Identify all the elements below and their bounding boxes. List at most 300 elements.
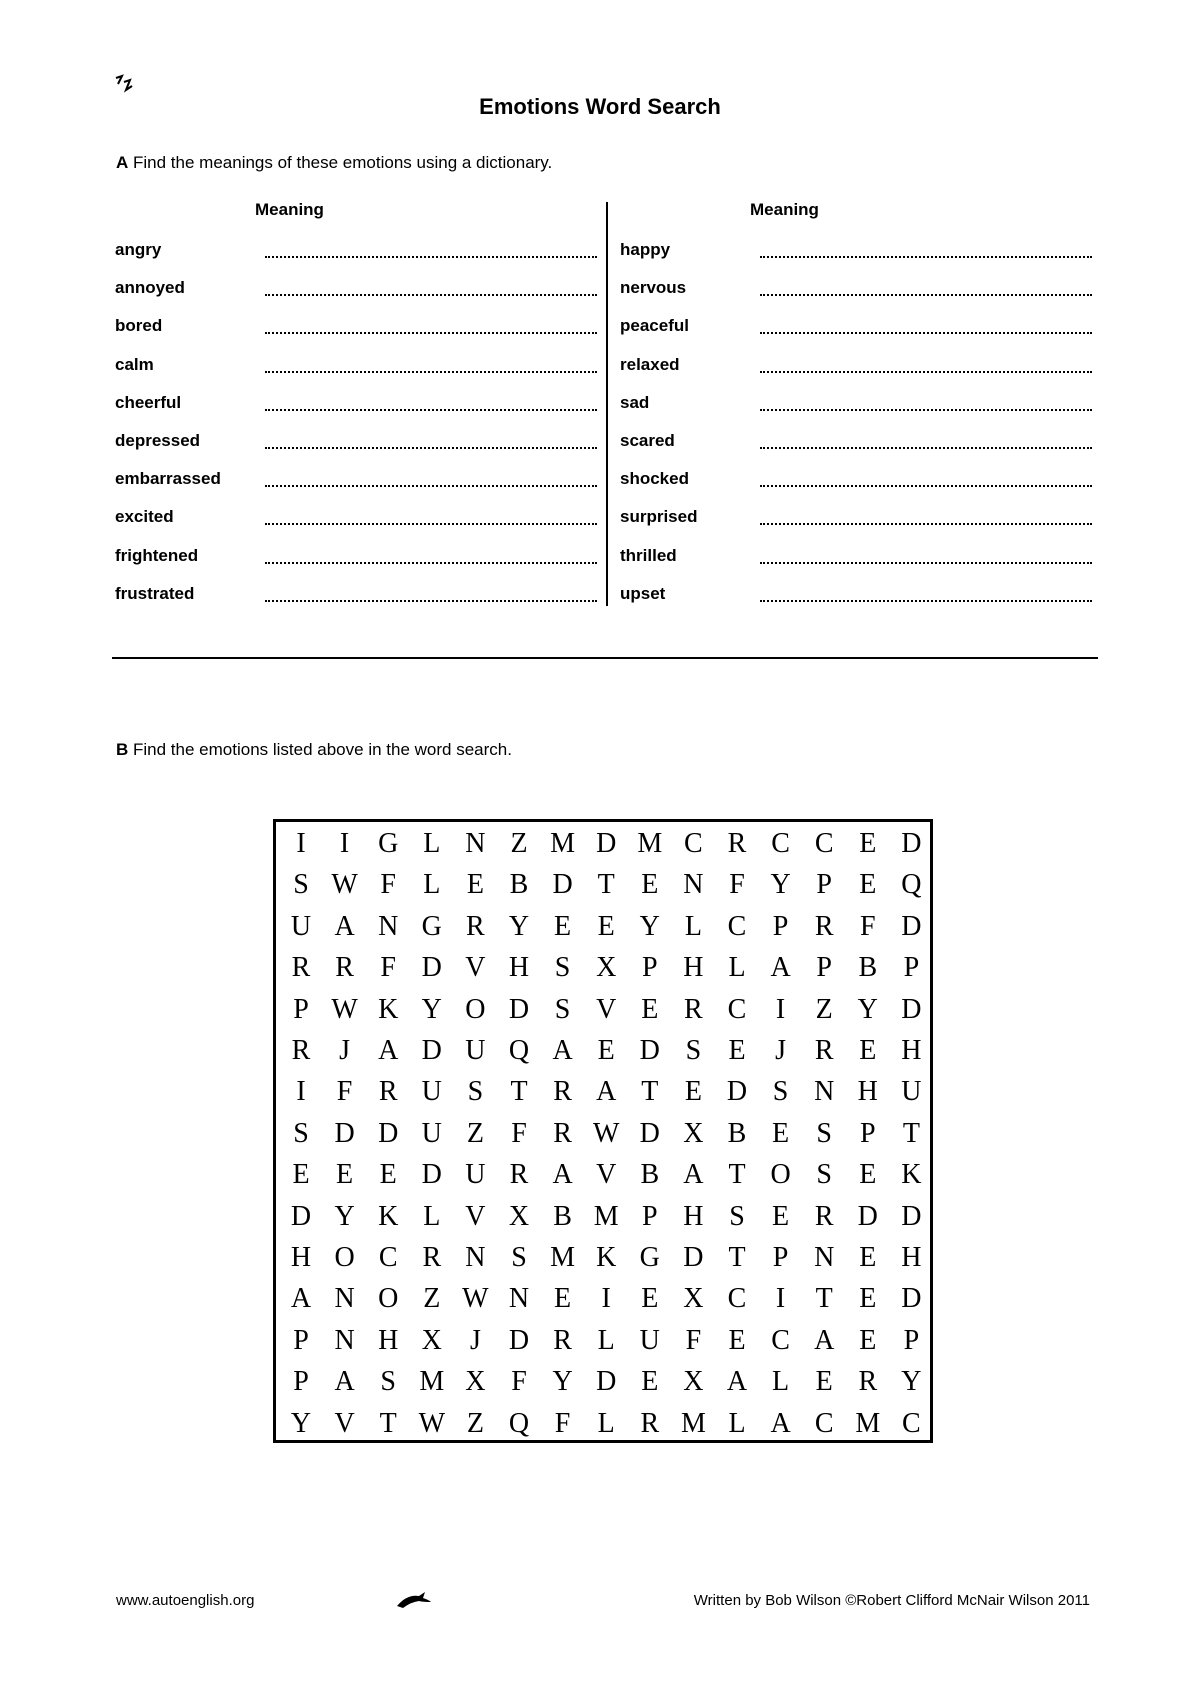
grid-letter[interactable]: E	[772, 1200, 790, 1232]
left-word-row	[115, 546, 605, 570]
grid-letter[interactable]: Y	[901, 1366, 922, 1398]
grid-letter[interactable]: A	[814, 1324, 835, 1356]
grid-letter[interactable]: P	[772, 910, 789, 942]
word-search-grid	[273, 819, 933, 1443]
grid-letter[interactable]: Z	[815, 993, 833, 1025]
grid-letter[interactable]: S	[554, 993, 571, 1025]
grid-letter[interactable]: G	[378, 828, 399, 859]
grid-letter[interactable]: D	[901, 1283, 922, 1315]
grid-letter[interactable]: Q	[901, 869, 922, 901]
grid-letter[interactable]: I	[601, 1283, 611, 1315]
grid-letter[interactable]: S	[293, 869, 309, 901]
grid-letter[interactable]: D	[639, 1117, 660, 1149]
grid-letter[interactable]: H	[857, 1076, 878, 1108]
grid-letter[interactable]: P	[293, 1366, 309, 1398]
grid-letter[interactable]: S	[816, 1117, 832, 1149]
grid-letter[interactable]: H	[901, 1242, 922, 1273]
meaning-answer-line[interactable]	[265, 409, 597, 411]
grid-letter[interactable]: I	[296, 1076, 306, 1108]
grid-letter[interactable]: F	[511, 1366, 527, 1398]
grid-letter[interactable]: P	[860, 1117, 876, 1149]
grid-letter[interactable]: R	[291, 1035, 311, 1066]
grid-letter[interactable]: C	[684, 828, 703, 859]
grid-letter[interactable]: L	[423, 828, 441, 859]
emotion-word: sad	[620, 392, 650, 412]
meaning-answer-line[interactable]	[265, 600, 597, 602]
grid-letter[interactable]: J	[775, 1035, 787, 1066]
grid-letter[interactable]: F	[729, 869, 745, 901]
grid-letter[interactable]: I	[775, 993, 786, 1025]
grid-letter[interactable]: D	[726, 1076, 748, 1108]
dolphin-logo-icon	[393, 1586, 433, 1612]
grid-letter-row	[276, 1361, 930, 1402]
grid-letter[interactable]: R	[727, 828, 747, 859]
grid-letter[interactable]: V	[465, 952, 486, 984]
grid-letter[interactable]: T	[815, 1283, 833, 1315]
section-a-letter: A	[116, 153, 129, 172]
grid-letter[interactable]: R	[814, 1200, 834, 1232]
grid-letter-row	[276, 1320, 930, 1361]
grid-letter[interactable]: F	[554, 1407, 571, 1439]
grid-letter[interactable]: Y	[421, 993, 442, 1025]
grid-letter[interactable]: R	[466, 910, 485, 942]
grid-letter-row	[276, 823, 930, 864]
grid-letter[interactable]: D	[596, 828, 617, 859]
meaning-answer-line[interactable]	[265, 256, 597, 258]
right-word-row	[620, 355, 1110, 379]
grid-letter[interactable]: A	[770, 952, 791, 984]
grid-letter[interactable]: H	[378, 1324, 399, 1356]
right-word-row	[620, 469, 1110, 493]
grid-letter[interactable]: E	[641, 1366, 659, 1398]
grid-letter[interactable]: Y	[857, 993, 878, 1025]
grid-letter[interactable]: W	[331, 993, 358, 1025]
grid-letter[interactable]: B	[640, 1159, 660, 1191]
grid-letter[interactable]: Y	[552, 1366, 573, 1398]
grid-letter[interactable]: W	[331, 869, 358, 901]
grid-letter[interactable]: F	[860, 910, 876, 942]
meaning-answer-line[interactable]	[760, 562, 1092, 564]
grid-letter[interactable]: C	[902, 1407, 921, 1439]
grid-letter[interactable]: T	[728, 1242, 746, 1273]
grid-letter[interactable]: D	[290, 1200, 312, 1232]
grid-letter[interactable]: T	[379, 1407, 397, 1439]
emotion-word: angry	[115, 240, 162, 259]
grid-letter[interactable]: R	[509, 1159, 529, 1191]
grid-letter-row	[276, 1154, 930, 1195]
grid-letter[interactable]: N	[334, 1324, 355, 1356]
grid-letter[interactable]: P	[903, 1324, 920, 1356]
grid-letter[interactable]: S	[729, 1200, 745, 1232]
right-word-row	[620, 240, 1110, 264]
grid-letter[interactable]: E	[859, 1242, 877, 1273]
grid-letter[interactable]: E	[292, 1159, 310, 1191]
grid-letter[interactable]: V	[465, 1200, 486, 1232]
grid-letter[interactable]: E	[466, 869, 484, 901]
grid-letter[interactable]: R	[291, 952, 311, 984]
grid-letter[interactable]: L	[684, 910, 702, 942]
emotion-word: relaxed	[620, 354, 680, 374]
grid-letter[interactable]: K	[378, 1200, 399, 1232]
grid-letter[interactable]: P	[816, 869, 832, 901]
grid-letter[interactable]: U	[290, 910, 312, 942]
grid-letter[interactable]: D	[901, 910, 922, 942]
grid-letter[interactable]: K	[596, 1242, 617, 1273]
grid-letter[interactable]: F	[336, 1076, 353, 1108]
grid-letter[interactable]: X	[421, 1324, 442, 1356]
grid-letter[interactable]: D	[683, 1242, 704, 1273]
emotion-word: shocked	[620, 469, 689, 489]
grid-letter[interactable]: E	[728, 1035, 746, 1066]
grid-letter[interactable]: N	[378, 910, 399, 942]
grid-letter[interactable]: O	[378, 1283, 399, 1315]
grid-letter[interactable]: F	[511, 1117, 527, 1149]
grid-letter[interactable]: P	[772, 1242, 789, 1273]
grid-letter[interactable]: C	[378, 1242, 398, 1273]
grid-letter[interactable]: X	[508, 1200, 530, 1232]
grid-letter[interactable]: W	[462, 1283, 489, 1315]
meaning-answer-line[interactable]	[265, 485, 597, 487]
grid-letter[interactable]: N	[814, 1076, 835, 1108]
grid-letter[interactable]: R	[553, 1324, 572, 1356]
emotion-word: surprised	[620, 507, 698, 527]
grid-letter[interactable]: C	[814, 828, 834, 859]
grid-letter[interactable]: C	[727, 910, 747, 942]
grid-letter-row	[276, 1196, 930, 1237]
meaning-answer-line[interactable]	[760, 332, 1092, 334]
grid-letter[interactable]: L	[772, 1366, 790, 1398]
grid-letter[interactable]: X	[683, 1283, 704, 1315]
grid-letter[interactable]: Z	[423, 1283, 441, 1315]
grid-letter[interactable]: D	[508, 993, 530, 1025]
grid-letter[interactable]: N	[334, 1283, 355, 1315]
grid-letter[interactable]: S	[380, 1366, 396, 1398]
emotion-word: calm	[115, 354, 154, 374]
grid-letter[interactable]: P	[642, 1200, 658, 1232]
grid-letter[interactable]: E	[554, 910, 572, 942]
grid-letter[interactable]: M	[680, 1407, 706, 1439]
grid-letter[interactable]: X	[465, 1366, 486, 1398]
grid-letter[interactable]: L	[423, 869, 441, 901]
grid-letter[interactable]: D	[421, 952, 442, 984]
grid-letter[interactable]: H	[901, 1035, 922, 1066]
grid-letter[interactable]: D	[857, 1200, 878, 1232]
grid-letter[interactable]: X	[596, 952, 617, 984]
footer-website: www.autoenglish.org	[116, 1592, 255, 1609]
meaning-answer-line[interactable]	[265, 447, 597, 449]
grid-letter-row	[276, 1403, 930, 1444]
grid-letter[interactable]: D	[901, 993, 922, 1025]
grid-letter[interactable]: S	[511, 1242, 527, 1273]
left-word-row	[115, 431, 605, 455]
meaning-answer-line[interactable]	[265, 562, 597, 564]
grid-letter[interactable]: N	[465, 1242, 486, 1273]
meaning-answer-line[interactable]	[760, 447, 1092, 449]
left-word-row	[115, 507, 605, 531]
grid-letter[interactable]: Y	[334, 1200, 355, 1232]
grid-letter[interactable]: E	[859, 1159, 877, 1191]
grid-letter[interactable]: R	[640, 1407, 660, 1439]
footer-credit: Written by Bob Wilson ©Robert Clifford McNair Wilson 2011	[693, 1592, 1090, 1609]
grid-letter[interactable]: E	[859, 1324, 877, 1356]
grid-letter[interactable]: E	[772, 1117, 790, 1149]
emotion-word: peaceful	[620, 316, 689, 336]
grid-letter[interactable]: N	[683, 869, 704, 901]
meaning-answer-line[interactable]	[265, 294, 597, 296]
emotion-word: nervous	[620, 278, 687, 298]
grid-letter[interactable]: F	[380, 869, 396, 901]
grid-letter[interactable]: V	[334, 1407, 355, 1439]
grid-letter[interactable]: N	[508, 1283, 530, 1315]
grid-letter[interactable]: D	[901, 828, 922, 859]
grid-letter[interactable]: Z	[510, 828, 528, 859]
left-word-row	[115, 316, 605, 340]
grid-letter[interactable]: A	[770, 1407, 791, 1439]
grid-letter-row	[276, 1278, 930, 1319]
grid-letter[interactable]: V	[596, 1159, 617, 1191]
grid-letter[interactable]: O	[770, 1159, 791, 1191]
grid-letter[interactable]: W	[418, 1407, 446, 1439]
grid-letter[interactable]: O	[334, 1242, 355, 1273]
grid-letter[interactable]: M	[419, 1366, 445, 1398]
section-b-instruction	[116, 740, 512, 760]
grid-letter[interactable]: A	[596, 1076, 617, 1108]
grid-letter-row	[276, 864, 930, 905]
grid-letter[interactable]: R	[378, 1076, 398, 1108]
grid-letter[interactable]: T	[641, 1076, 659, 1108]
grid-letter[interactable]: T	[728, 1159, 746, 1191]
grid-letter[interactable]: J	[469, 1324, 481, 1356]
meaning-answer-line[interactable]	[265, 523, 597, 525]
emotion-word: excited	[115, 507, 174, 527]
grid-letter[interactable]: L	[728, 952, 746, 984]
page-title: Emotions Word Search	[479, 94, 721, 119]
meaning-answer-line[interactable]	[265, 332, 597, 334]
grid-letter[interactable]: F	[380, 952, 396, 984]
section-b-letter: B	[116, 740, 129, 759]
grid-letter[interactable]: L	[597, 1407, 615, 1439]
left-word-row	[115, 278, 605, 302]
left-word-row	[115, 584, 605, 608]
section-a-instruction	[116, 153, 552, 173]
grid-letter[interactable]: C	[771, 828, 790, 859]
grid-letter[interactable]: S	[293, 1117, 309, 1149]
grid-letter[interactable]: L	[728, 1407, 746, 1439]
grid-letter[interactable]: Q	[508, 1035, 530, 1066]
grid-letter[interactable]: C	[727, 1283, 747, 1315]
grid-letter[interactable]: E	[859, 828, 877, 859]
meaning-answer-line[interactable]	[760, 600, 1092, 602]
grid-letter[interactable]: E	[597, 910, 615, 942]
left-word-row	[115, 355, 605, 379]
grid-letter[interactable]: E	[379, 1159, 397, 1191]
grid-letter[interactable]: P	[293, 1324, 309, 1356]
meaning-answer-line[interactable]	[760, 256, 1092, 258]
grid-letter[interactable]: X	[683, 1366, 704, 1398]
grid-letter-row	[276, 906, 930, 947]
grid-letter[interactable]: D	[508, 1324, 530, 1356]
grid-letter[interactable]: O	[465, 993, 486, 1025]
meaning-answer-line[interactable]	[265, 371, 597, 373]
grid-letter[interactable]: R	[858, 1366, 878, 1398]
grid-letter[interactable]: Z	[466, 1407, 484, 1439]
grid-letter[interactable]: H	[683, 1200, 704, 1232]
grid-letter[interactable]: D	[421, 1035, 442, 1066]
grid-letter[interactable]: N	[465, 828, 486, 859]
grid-letter[interactable]: R	[553, 1117, 572, 1149]
right-word-row	[620, 546, 1110, 570]
grid-letter[interactable]: A	[552, 1159, 573, 1191]
grid-letter[interactable]: A	[683, 1159, 704, 1191]
grid-letter[interactable]: P	[816, 952, 832, 984]
grid-letter[interactable]: E	[641, 993, 659, 1025]
grid-letter[interactable]: N	[814, 1242, 835, 1273]
grid-letter[interactable]: A	[290, 1283, 312, 1315]
right-word-row	[620, 278, 1110, 302]
grid-letter[interactable]: S	[554, 952, 571, 984]
grid-letter[interactable]: U	[421, 1076, 442, 1108]
grid-letter[interactable]: E	[597, 1035, 615, 1066]
grid-letter[interactable]: H	[683, 952, 704, 984]
grid-letter[interactable]: S	[772, 1076, 789, 1108]
grid-letter[interactable]: E	[641, 1283, 659, 1315]
grid-letter[interactable]: E	[728, 1324, 746, 1356]
grid-letter[interactable]: M	[855, 1407, 881, 1439]
grid-letter[interactable]: E	[859, 1283, 877, 1315]
grid-letter[interactable]: U	[465, 1035, 486, 1066]
grid-letter[interactable]: C	[771, 1324, 790, 1356]
grid-letter[interactable]: U	[421, 1117, 442, 1149]
grid-letter[interactable]: E	[815, 1366, 833, 1398]
grid-letter[interactable]: P	[293, 993, 309, 1025]
grid-letter-row	[276, 1237, 930, 1278]
grid-letter[interactable]: R	[814, 1035, 834, 1066]
right-meaning-header: Meaning	[750, 200, 819, 219]
grid-letter[interactable]: Y	[290, 1407, 312, 1439]
grid-letter[interactable]: L	[423, 1200, 441, 1232]
grid-letter[interactable]: E	[336, 1159, 354, 1191]
right-word-row	[620, 507, 1110, 531]
meaning-answer-line[interactable]	[760, 485, 1092, 487]
grid-letter[interactable]: C	[727, 993, 747, 1025]
grid-letter[interactable]: V	[596, 993, 617, 1025]
grid-letter[interactable]: E	[554, 1283, 572, 1315]
emotion-word: upset	[620, 583, 666, 603]
grid-letter[interactable]: C	[814, 1407, 834, 1439]
grid-letter[interactable]: U	[465, 1159, 486, 1191]
grid-letter[interactable]: A	[726, 1366, 748, 1398]
emotion-word: scared	[620, 431, 675, 450]
grid-letter[interactable]: S	[816, 1159, 832, 1191]
section-divider	[112, 657, 1098, 659]
grid-letter[interactable]: U	[639, 1324, 660, 1356]
grid-letter[interactable]: I	[339, 828, 350, 859]
grid-letter[interactable]: D	[378, 1117, 399, 1149]
grid-letter[interactable]: X	[683, 1117, 704, 1149]
grid-letter[interactable]: G	[421, 910, 442, 942]
grid-letter[interactable]: P	[642, 952, 658, 984]
grid-letter[interactable]: D	[334, 1117, 355, 1149]
grid-letter[interactable]: P	[903, 952, 920, 984]
grid-letter[interactable]: Z	[466, 1117, 484, 1149]
grid-letter[interactable]: J	[339, 1035, 351, 1066]
grid-letter[interactable]: T	[597, 869, 615, 901]
grid-letter[interactable]: U	[901, 1076, 922, 1108]
grid-letter[interactable]: A	[334, 910, 355, 942]
grid-letter[interactable]: A	[378, 1035, 399, 1066]
emotion-word: frustrated	[115, 583, 195, 603]
meaning-answer-line[interactable]	[760, 523, 1092, 525]
grid-letter-row	[276, 1071, 930, 1112]
grid-letter-row	[276, 1030, 930, 1071]
grid-letter[interactable]: A	[334, 1366, 355, 1398]
grid-letter[interactable]: E	[684, 1076, 702, 1108]
grid-letter[interactable]: R	[814, 910, 834, 942]
grid-letter[interactable]: K	[378, 993, 399, 1025]
grid-letter[interactable]: B	[509, 869, 529, 901]
grid-letter[interactable]: D	[421, 1159, 442, 1191]
grid-letter[interactable]: H	[290, 1242, 312, 1273]
emotion-word: annoyed	[115, 278, 185, 298]
grid-letter[interactable]: S	[467, 1076, 484, 1108]
emotion-word: depressed	[115, 431, 201, 450]
grid-letter[interactable]: I	[775, 1283, 786, 1315]
grid-letter[interactable]: G	[639, 1242, 660, 1273]
grid-letter-row	[276, 989, 930, 1030]
grid-letter[interactable]: M	[593, 1200, 619, 1232]
grid-letter[interactable]: D	[596, 1366, 617, 1398]
grid-letter[interactable]: T	[902, 1117, 920, 1149]
grid-letter[interactable]: Y	[639, 910, 660, 942]
grid-letter-row	[276, 1113, 930, 1154]
grid-letter[interactable]: H	[508, 952, 530, 984]
grid-letter[interactable]: Y	[508, 910, 530, 942]
meaning-answer-line[interactable]	[760, 294, 1092, 296]
grid-letter[interactable]: M	[550, 1242, 576, 1273]
meaning-answer-line[interactable]	[760, 409, 1092, 411]
left-meaning-header: Meaning	[255, 200, 324, 219]
grid-letter[interactable]: Q	[508, 1407, 530, 1439]
column-divider	[606, 202, 608, 606]
grid-letter[interactable]: R	[335, 952, 354, 984]
meaning-answer-line[interactable]	[760, 371, 1092, 373]
grid-letter[interactable]: Y	[770, 869, 791, 901]
grid-letter[interactable]: T	[510, 1076, 528, 1108]
grid-letter[interactable]: M	[637, 828, 663, 859]
grid-letter[interactable]: E	[859, 1035, 877, 1066]
grid-letter[interactable]: S	[685, 1035, 702, 1066]
grid-letter[interactable]: R	[553, 1076, 572, 1108]
grid-letter[interactable]: L	[597, 1324, 615, 1356]
grid-letter[interactable]: R	[684, 993, 703, 1025]
grid-letter[interactable]: I	[296, 828, 306, 859]
grid-letter[interactable]: A	[552, 1035, 573, 1066]
grid-letter[interactable]: F	[685, 1324, 702, 1356]
grid-letter[interactable]: K	[901, 1159, 922, 1191]
grid-letter[interactable]: E	[859, 869, 877, 901]
grid-letter[interactable]: D	[552, 869, 573, 901]
grid-letter[interactable]: B	[727, 1117, 747, 1149]
grid-letter[interactable]: M	[550, 828, 576, 859]
grid-letter[interactable]: B	[553, 1200, 572, 1232]
section-a-text: Find the meanings of these emotions using a dictionary.	[133, 153, 553, 172]
grid-letter[interactable]: D	[901, 1200, 922, 1232]
grid-letter[interactable]: B	[858, 952, 878, 984]
grid-letter[interactable]: R	[422, 1242, 442, 1273]
grid-letter[interactable]: E	[641, 869, 659, 901]
grid-letter[interactable]: D	[639, 1035, 660, 1066]
grid-letter[interactable]: W	[592, 1117, 620, 1149]
